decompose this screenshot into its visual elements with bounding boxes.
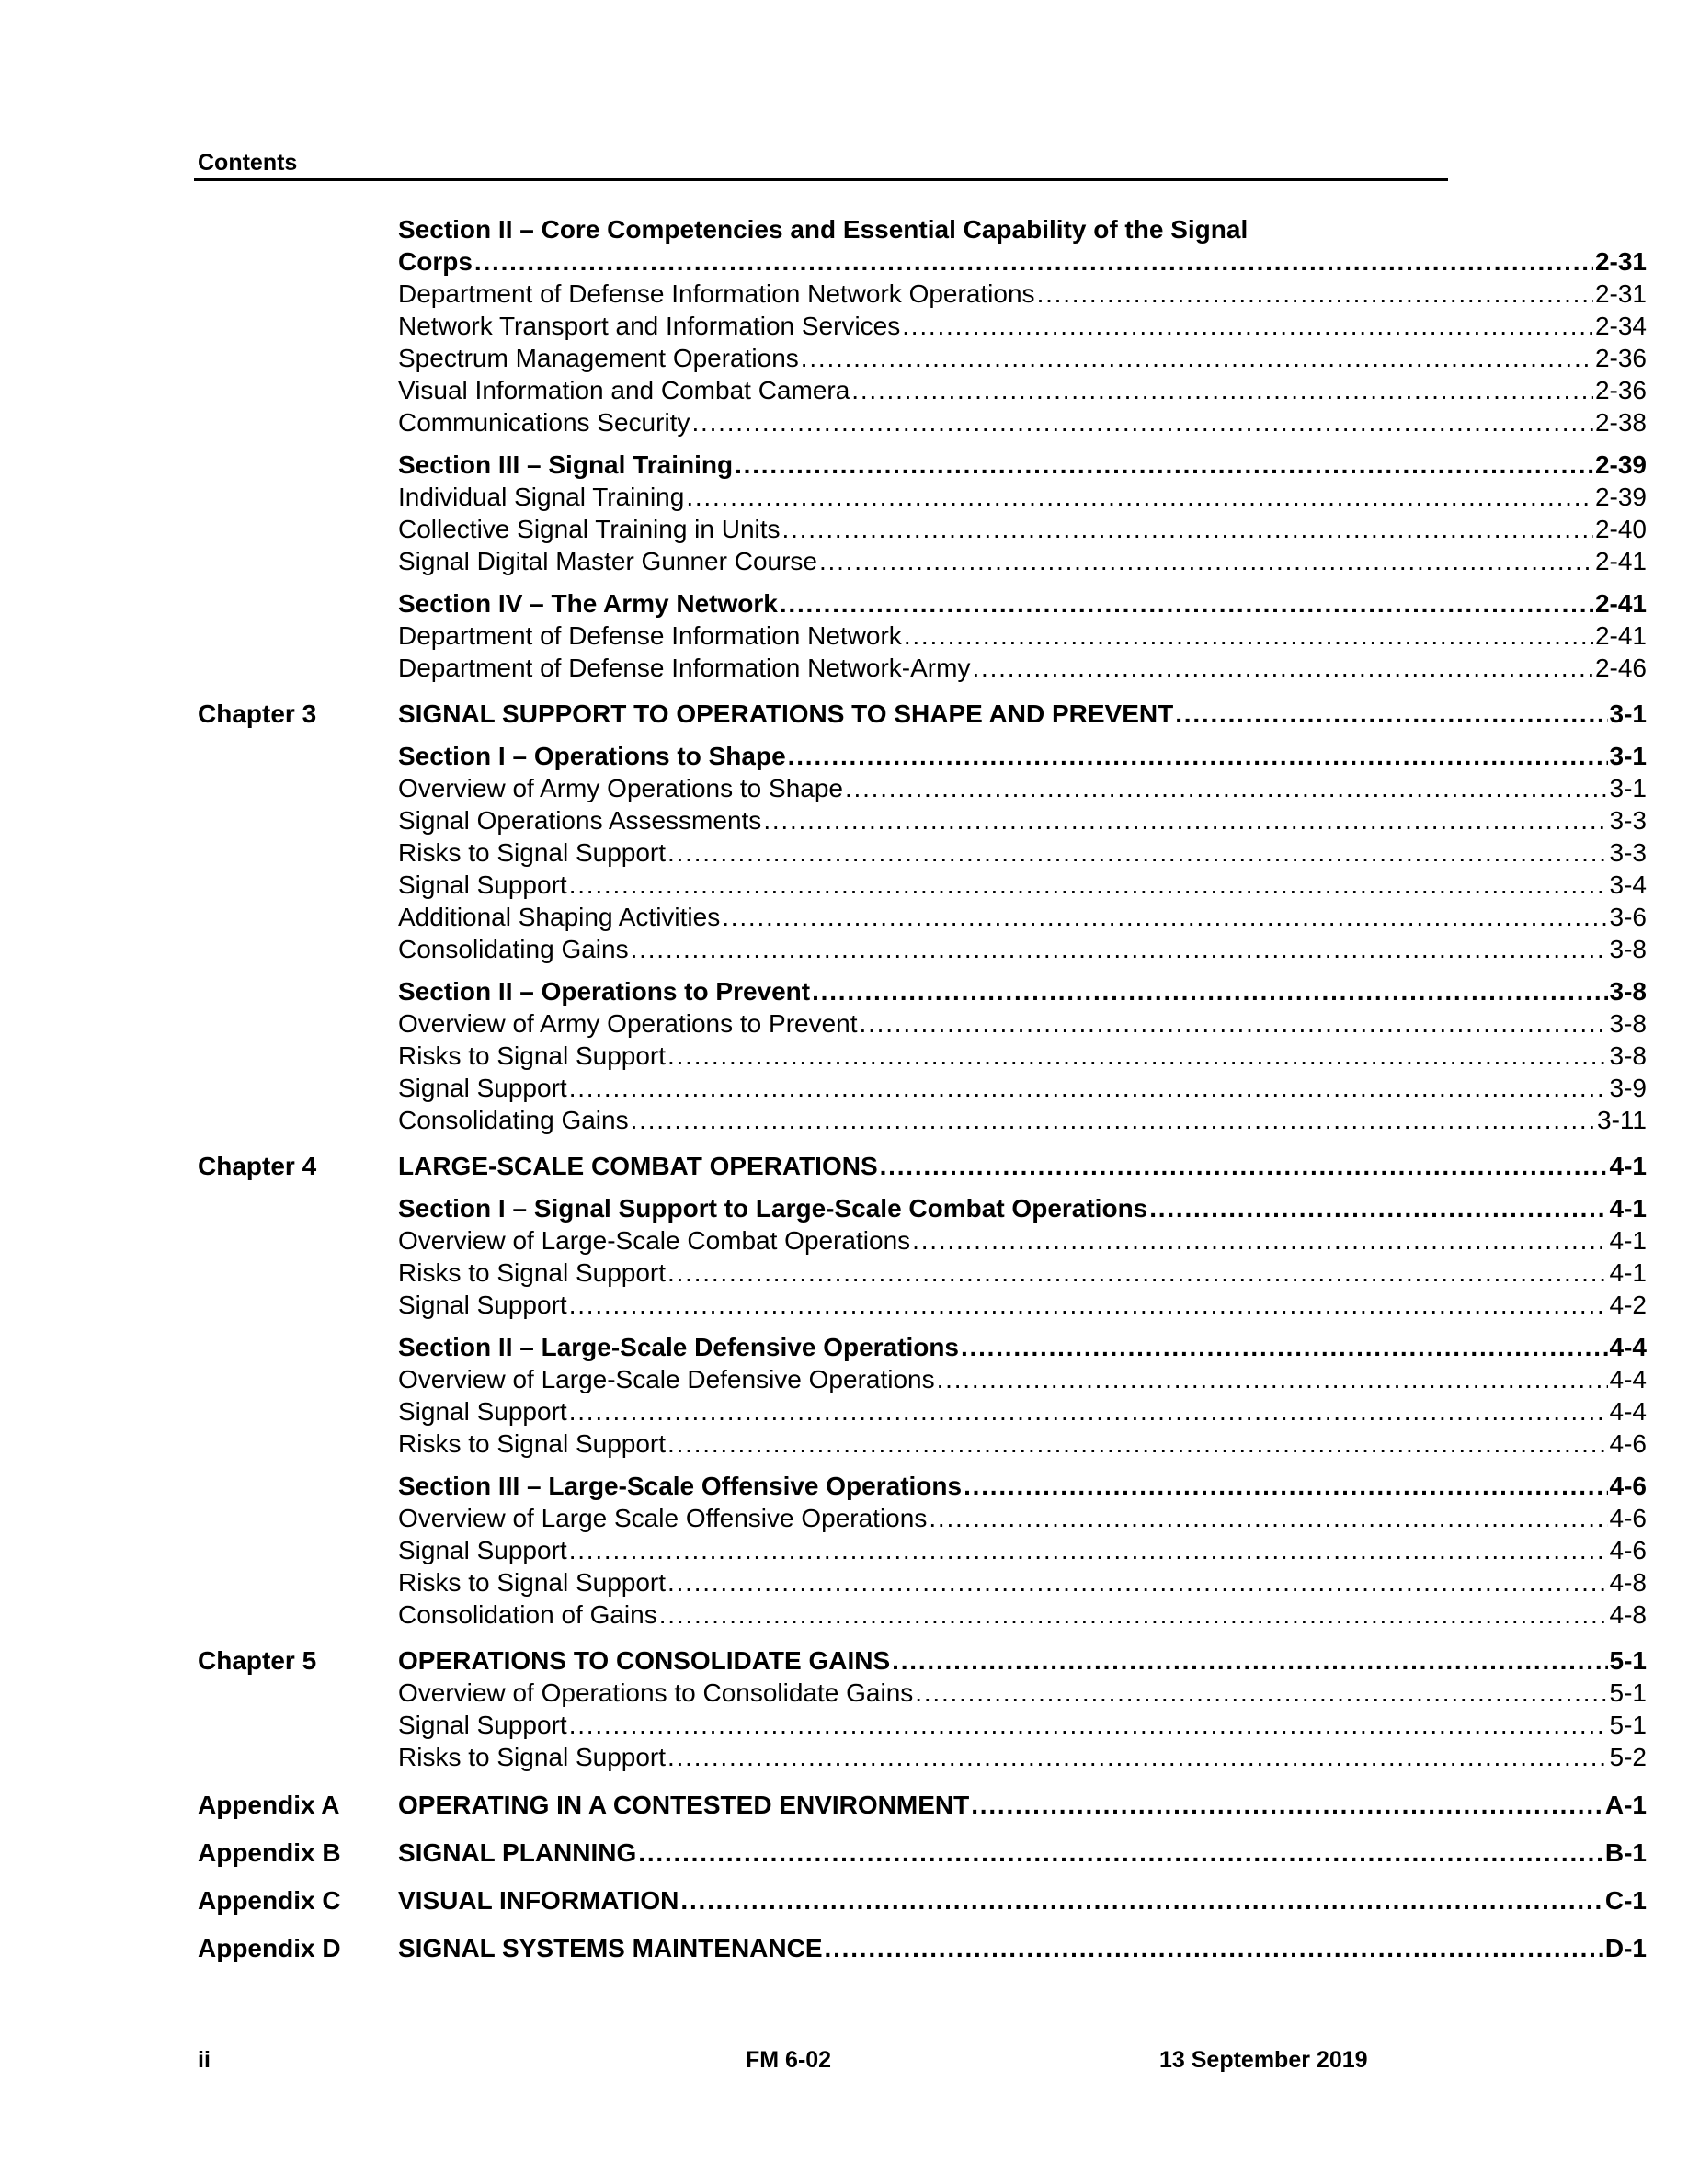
entry-title: Overview of Army Operations to Shape <box>398 774 843 802</box>
entry-page-number: 3-9 <box>1609 1074 1647 1102</box>
toc-entry[interactable] <box>398 1566 1647 1598</box>
chapter-entries <box>398 1644 1645 1773</box>
dot-leader <box>667 1257 1607 1289</box>
dot-leader <box>788 740 1608 772</box>
entry-title: Signal Support <box>398 1536 567 1564</box>
entry-title: Signal Support <box>398 1291 567 1319</box>
dot-leader <box>667 836 1607 869</box>
entry-title: Risks to Signal Support <box>398 1258 667 1287</box>
entry-page-number: 2-39 <box>1594 483 1647 511</box>
header-rule <box>194 178 1448 181</box>
section-title-entry[interactable] <box>398 245 1647 278</box>
entry-title: Section II – Operations to Prevent <box>398 977 811 1006</box>
toc-entry[interactable] <box>398 513 1647 545</box>
dot-leader <box>667 1741 1607 1773</box>
chapter-title-entry[interactable] <box>398 698 1647 730</box>
dot-leader <box>569 1534 1608 1566</box>
toc-chapter-4 <box>198 1150 1647 1631</box>
entry-title: Risks to Signal Support <box>398 1429 667 1458</box>
entry-page-number: 2-41 <box>1594 547 1647 575</box>
footer-page-number: ii <box>198 2047 211 2073</box>
entry-title: Section III – Signal Training <box>398 450 734 479</box>
toc-entry[interactable] <box>398 1363 1647 1395</box>
toc-continued-chapter <box>198 213 1647 684</box>
dot-leader <box>825 1932 1603 1964</box>
entry-title: Overview of Large-Scale Defensive Operations <box>398 1365 935 1393</box>
toc-section <box>398 1192 1645 1321</box>
entry-title: Section I – Operations to Shape <box>398 742 786 770</box>
entry-title: OPERATIONS TO CONSOLIDATE GAINS <box>398 1646 891 1675</box>
dot-leader <box>801 342 1593 374</box>
chapter-entries <box>398 1884 1645 1917</box>
chapter-title-entry[interactable] <box>398 1150 1647 1182</box>
entry-page-number: 2-36 <box>1594 344 1647 372</box>
dot-leader <box>780 587 1593 620</box>
dot-leader <box>667 1040 1607 1072</box>
toc-section <box>398 1331 1645 1460</box>
toc-entry[interactable] <box>398 278 1647 310</box>
dot-leader <box>851 374 1593 406</box>
dot-leader <box>1175 698 1607 730</box>
chapter-title-entry[interactable] <box>398 1789 1647 1821</box>
entry-page-number: 5-1 <box>1609 1646 1647 1675</box>
dot-leader <box>961 1331 1608 1363</box>
chapter-title-entry[interactable] <box>398 1644 1647 1677</box>
dot-leader <box>569 1395 1608 1428</box>
section-title-entry[interactable] <box>398 449 1647 481</box>
dot-leader <box>631 1104 1595 1136</box>
dot-leader <box>860 1007 1608 1040</box>
entry-title: Signal Digital Master Gunner Course <box>398 547 817 575</box>
dot-leader <box>631 933 1608 965</box>
toc-entry[interactable] <box>398 1709 1647 1741</box>
dot-leader <box>569 1289 1608 1321</box>
toc-entry[interactable] <box>398 481 1647 513</box>
dot-leader <box>904 620 1593 652</box>
entry-title: Spectrum Management Operations <box>398 344 799 372</box>
chapter-title-entry[interactable] <box>398 1932 1647 1964</box>
dot-leader <box>937 1363 1608 1395</box>
entry-title: Risks to Signal Support <box>398 1041 667 1070</box>
toc-entry[interactable] <box>398 1395 1647 1428</box>
dot-leader <box>569 1072 1608 1104</box>
entry-title: VISUAL INFORMATION <box>398 1886 679 1915</box>
toc-entry[interactable] <box>398 933 1647 965</box>
footer-publication: FM 6-02 <box>746 2047 832 2073</box>
dot-leader <box>812 975 1607 1007</box>
toc-section <box>398 975 1645 1136</box>
dot-leader <box>912 1224 1607 1257</box>
entry-page-number: 3-4 <box>1609 870 1647 899</box>
entry-title: SIGNAL SYSTEMS MAINTENANCE <box>398 1934 823 1962</box>
entry-title: Network Transport and Information Services <box>398 312 901 340</box>
entry-title: Overview of Large-Scale Combat Operations <box>398 1226 911 1255</box>
toc-entry[interactable] <box>398 1502 1647 1534</box>
entry-page-number: 4-8 <box>1609 1600 1647 1629</box>
toc-entry[interactable] <box>398 374 1647 406</box>
dot-leader <box>964 1470 1607 1502</box>
toc-section <box>398 587 1645 684</box>
chapter-title-entry[interactable] <box>398 1884 1647 1917</box>
toc-entry[interactable] <box>398 869 1647 901</box>
toc-entry[interactable] <box>398 1007 1647 1040</box>
toc-entry[interactable] <box>398 652 1647 684</box>
entry-title: Department of Defense Information Network Operations <box>398 279 1035 308</box>
toc-entry[interactable] <box>398 1289 1647 1321</box>
entry-page-number: 4-4 <box>1609 1333 1647 1361</box>
dot-leader <box>1149 1192 1607 1224</box>
entry-title: Department of Defense Information Network <box>398 621 902 650</box>
entry-page-number: 3-1 <box>1609 774 1647 802</box>
toc-appendix-d <box>198 1932 1647 1964</box>
entry-title: Signal Support <box>398 1397 567 1426</box>
entry-title: Consolidation of Gains <box>398 1600 657 1629</box>
dot-leader <box>474 245 1593 278</box>
entry-page-number: 4-2 <box>1609 1291 1647 1319</box>
entry-page-number: 2-34 <box>1594 312 1647 340</box>
dot-leader <box>971 1789 1603 1821</box>
chapter-entries <box>398 698 1645 1136</box>
section-title-entry[interactable] <box>398 1192 1647 1224</box>
entry-page-number: 5-2 <box>1609 1743 1647 1771</box>
dot-leader <box>722 901 1607 933</box>
entry-page-number: 2-41 <box>1594 621 1647 650</box>
entry-title: Signal Operations Assessments <box>398 806 762 835</box>
entry-page-number: 4-6 <box>1609 1504 1647 1532</box>
chapter-label: Appendix D <box>198 1934 341 1962</box>
entry-page-number: 3-8 <box>1609 977 1647 1006</box>
toc-entry[interactable] <box>398 836 1647 869</box>
section-title-entry[interactable] <box>398 1331 1647 1363</box>
toc-entry[interactable] <box>398 1040 1647 1072</box>
entry-title: Overview of Large Scale Offensive Operations <box>398 1504 928 1532</box>
chapter-entries <box>398 213 1645 684</box>
entry-title: Communications Security <box>398 408 690 437</box>
chapter-entries <box>398 1932 1645 1964</box>
entry-page-number: 4-1 <box>1609 1152 1647 1180</box>
entry-page-number: C-1 <box>1604 1886 1647 1915</box>
entry-page-number: 4-8 <box>1609 1568 1647 1597</box>
entry-page-number: 2-39 <box>1594 450 1647 479</box>
entry-title: Individual Signal Training <box>398 483 685 511</box>
entry-title: Corps <box>398 247 473 276</box>
entry-page-number: 2-40 <box>1594 515 1647 543</box>
dot-leader <box>667 1428 1607 1460</box>
toc-section <box>398 1470 1645 1631</box>
section-title-entry[interactable] <box>398 1470 1647 1502</box>
dot-leader <box>880 1150 1608 1182</box>
entry-page-number: 3-1 <box>1609 742 1647 770</box>
running-head: Contents <box>198 150 298 176</box>
entry-title: SIGNAL PLANNING <box>398 1838 637 1867</box>
chapter-label: Chapter 3 <box>198 700 317 728</box>
chapter-entries <box>398 1789 1645 1821</box>
entry-page-number: 3-8 <box>1609 1009 1647 1038</box>
entry-title: Collective Signal Training in Units <box>398 515 781 543</box>
dot-leader <box>569 1709 1608 1741</box>
dot-leader <box>763 804 1607 836</box>
entry-title: SIGNAL SUPPORT TO OPERATIONS TO SHAPE AND PREVENT <box>398 700 1174 728</box>
toc-entry[interactable] <box>398 1598 1647 1631</box>
toc-section <box>398 213 1645 438</box>
entry-title: Overview of Army Operations to Prevent <box>398 1009 858 1038</box>
toc-appendix-a <box>198 1789 1647 1821</box>
section-title-entry[interactable] <box>398 975 1647 1007</box>
toc-entry[interactable] <box>398 1224 1647 1257</box>
dot-leader <box>819 545 1593 577</box>
entry-title: Section II – Large-Scale Defensive Operations <box>398 1333 959 1361</box>
dot-leader <box>735 449 1593 481</box>
dot-leader <box>929 1502 1607 1534</box>
toc-section <box>398 1677 1645 1773</box>
entry-title: Department of Defense Information Network-Army <box>398 654 971 682</box>
chapter-label: Appendix C <box>198 1886 341 1915</box>
entry-page-number: 2-31 <box>1594 279 1647 308</box>
entry-page-number: 4-1 <box>1609 1226 1647 1255</box>
entry-page-number: 4-6 <box>1609 1472 1647 1500</box>
entry-title: Consolidating Gains <box>398 1106 629 1134</box>
toc-chapter-5 <box>198 1644 1647 1773</box>
toc-appendix-c <box>198 1884 1647 1917</box>
entry-title: Consolidating Gains <box>398 935 629 963</box>
dot-leader <box>845 772 1608 804</box>
toc-appendix-b <box>198 1837 1647 1869</box>
entry-title: LARGE-SCALE COMBAT OPERATIONS <box>398 1152 878 1180</box>
dot-leader <box>667 1566 1607 1598</box>
entry-page-number: 3-11 <box>1597 1106 1647 1134</box>
toc-chapter-3 <box>198 698 1647 1136</box>
toc-entry[interactable] <box>398 1428 1647 1460</box>
entry-page-number: 4-1 <box>1609 1194 1647 1223</box>
entry-title: Section III – Large-Scale Offensive Operations <box>398 1472 963 1500</box>
entry-page-number: 3-6 <box>1609 903 1647 931</box>
toc-entry[interactable] <box>398 1534 1647 1566</box>
toc-entry[interactable] <box>398 310 1647 342</box>
dot-leader <box>1037 278 1593 310</box>
entry-page-number: 4-6 <box>1609 1429 1647 1458</box>
entry-title: Signal Support <box>398 1711 567 1739</box>
section-title-first-line[interactable]: Section II – Core Competencies and Essential Capability of the Signal <box>398 215 1249 244</box>
toc-entry[interactable] <box>398 901 1647 933</box>
toc-entry[interactable] <box>398 1104 1647 1136</box>
entry-page-number: 4-4 <box>1609 1397 1647 1426</box>
entry-title: Section IV – The Army Network <box>398 589 778 618</box>
chapter-label: Chapter 4 <box>198 1152 317 1180</box>
section-title-entry[interactable] <box>398 740 1647 772</box>
entry-page-number: 3-3 <box>1609 806 1647 835</box>
entry-title: Risks to Signal Support <box>398 1568 667 1597</box>
toc-entry[interactable] <box>398 804 1647 836</box>
toc-entry[interactable] <box>398 545 1647 577</box>
table-of-contents <box>198 213 1647 1964</box>
entry-page-number: 2-41 <box>1594 589 1647 618</box>
entry-page-number: 2-46 <box>1594 654 1647 682</box>
entry-page-number: D-1 <box>1604 1934 1647 1962</box>
dot-leader <box>686 481 1593 513</box>
dot-leader <box>782 513 1593 545</box>
entry-page-number: 5-1 <box>1609 1678 1647 1707</box>
dot-leader <box>972 652 1593 684</box>
entry-page-number: 2-36 <box>1594 376 1647 404</box>
toc-entry[interactable] <box>398 342 1647 374</box>
dot-leader <box>915 1677 1607 1709</box>
toc-section <box>398 740 1645 965</box>
chapter-label: Appendix B <box>198 1838 341 1867</box>
toc-entry[interactable] <box>398 620 1647 652</box>
entry-page-number: 2-38 <box>1594 408 1647 437</box>
dot-leader <box>892 1644 1607 1677</box>
entry-page-number: 4-1 <box>1609 1258 1647 1287</box>
chapter-label: Appendix A <box>198 1791 340 1819</box>
entry-page-number: 3-1 <box>1609 700 1647 728</box>
entry-title: Section I – Signal Support to Large-Scale Combat Operations <box>398 1194 1148 1223</box>
chapter-entries <box>398 1150 1645 1631</box>
entry-title: Visual Information and Combat Camera <box>398 376 850 404</box>
toc-entry[interactable] <box>398 1257 1647 1289</box>
dot-leader <box>638 1837 1603 1869</box>
toc-section <box>398 449 1645 577</box>
entry-title: Additional Shaping Activities <box>398 903 721 931</box>
entry-page-number: B-1 <box>1604 1838 1647 1867</box>
chapter-title-entry[interactable] <box>398 1837 1647 1869</box>
toc-entry[interactable] <box>398 1677 1647 1709</box>
toc-entry[interactable] <box>398 406 1647 438</box>
entry-page-number: 3-8 <box>1609 935 1647 963</box>
entry-title: Risks to Signal Support <box>398 838 667 867</box>
entry-title: Signal Support <box>398 1074 567 1102</box>
toc-entry[interactable] <box>398 1741 1647 1773</box>
entry-title: Overview of Operations to Consolidate Gains <box>398 1678 914 1707</box>
entry-page-number: 4-4 <box>1609 1365 1647 1393</box>
entry-page-number: 3-8 <box>1609 1041 1647 1070</box>
toc-entry[interactable] <box>398 1072 1647 1104</box>
entry-title: OPERATING IN A CONTESTED ENVIRONMENT <box>398 1791 970 1819</box>
entry-page-number: A-1 <box>1604 1791 1647 1819</box>
dot-leader <box>659 1598 1608 1631</box>
dot-leader <box>691 406 1593 438</box>
entry-page-number: 3-3 <box>1609 838 1647 867</box>
dot-leader <box>902 310 1593 342</box>
entry-title: Signal Support <box>398 870 567 899</box>
entry-title: Risks to Signal Support <box>398 1743 667 1771</box>
chapter-entries <box>398 1837 1645 1869</box>
dot-leader <box>680 1884 1602 1917</box>
dot-leader <box>569 869 1608 901</box>
section-title-entry[interactable] <box>398 587 1647 620</box>
entry-page-number: 4-6 <box>1609 1536 1647 1564</box>
entry-page-number: 5-1 <box>1609 1711 1647 1739</box>
toc-entry[interactable] <box>398 772 1647 804</box>
chapter-label: Chapter 5 <box>198 1646 317 1675</box>
entry-page-number: 2-31 <box>1594 247 1647 276</box>
footer-date: 13 September 2019 <box>1159 2047 1368 2073</box>
